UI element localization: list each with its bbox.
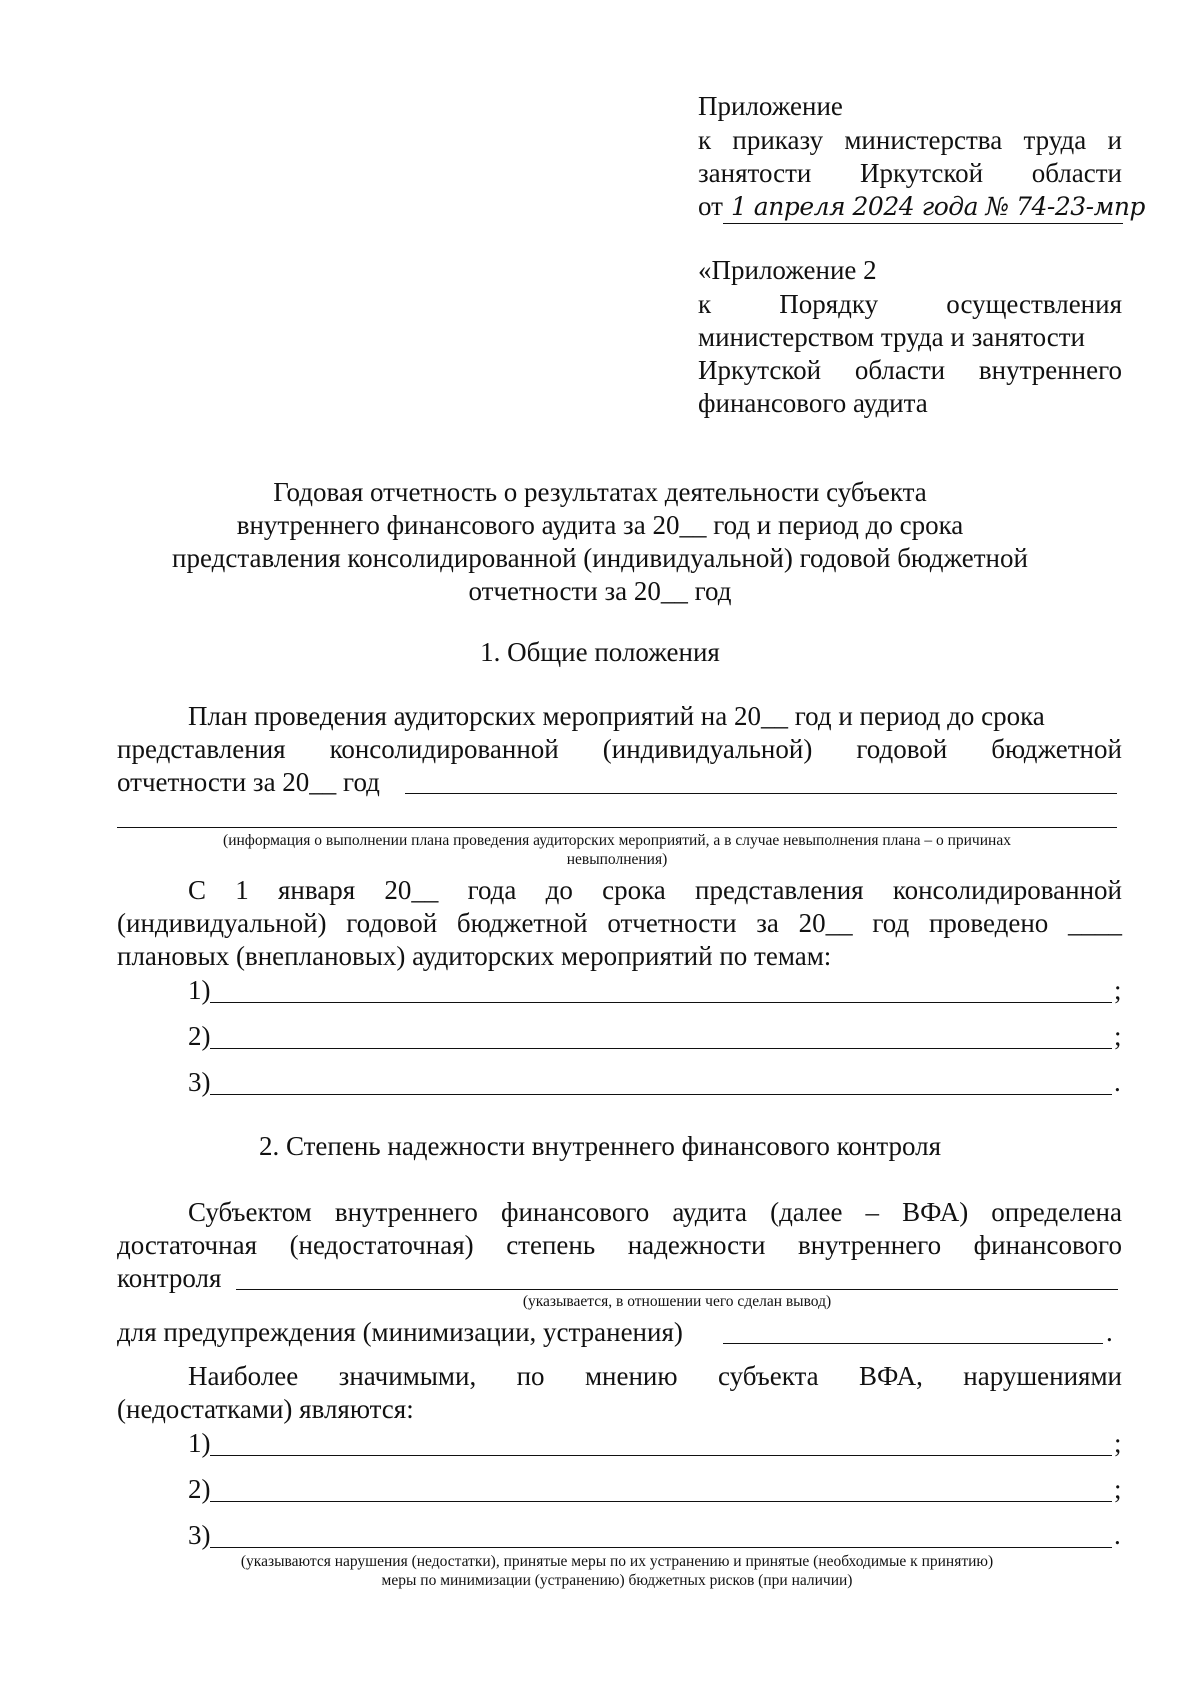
s1-para2-line2 <box>117 907 1122 940</box>
s2-para2-line2: (недостатками) являются: <box>117 1394 414 1424</box>
s2-item-3-end: . <box>1114 1520 1121 1550</box>
appendix2-line2 <box>698 288 1122 321</box>
word: проведено <box>928 908 1049 938</box>
control-conclusion-fill-line[interactable] <box>236 1289 1118 1290</box>
note-violations-line2: меры по минимизации (устранению) бюджетных рисков (при наличии) <box>381 1572 853 1589</box>
s2-item-1-fill-line[interactable] <box>210 1455 1112 1456</box>
s2-item-1-number: 1) <box>188 1428 211 1458</box>
appendix2-label: «Приложение 2 <box>698 255 877 285</box>
word: С <box>188 875 207 905</box>
word: Иркутской <box>860 158 984 188</box>
word: ВФА, <box>859 1361 923 1391</box>
s2-para2-line1 <box>188 1360 1122 1393</box>
word: января <box>277 875 356 905</box>
word: аудита <box>672 1197 748 1227</box>
word: осуществления <box>946 289 1122 319</box>
appendix-ministry-line <box>698 157 1122 190</box>
s1-item-2-fill-line[interactable] <box>210 1048 1112 1049</box>
appendix2-line4 <box>698 354 1122 387</box>
s1-item-2-number: 2) <box>188 1021 211 1051</box>
word: внутреннего <box>978 355 1122 385</box>
word: ВФА) <box>902 1197 969 1227</box>
word: к <box>698 289 712 319</box>
word: до <box>545 875 573 905</box>
s1-item-3-number: 3) <box>188 1067 211 1097</box>
word: Субъектом <box>188 1197 312 1227</box>
word: труда <box>1023 125 1087 155</box>
word: субъекта <box>717 1361 819 1391</box>
word: достаточная <box>117 1230 257 1260</box>
word: ____ <box>1068 908 1122 938</box>
s2-para1-line1 <box>188 1196 1122 1229</box>
doc-title-line4: отчетности за 20__ год <box>468 576 732 606</box>
plan-info-fill-line-2[interactable] <box>117 827 1117 828</box>
s1-item-1-number: 1) <box>188 975 211 1005</box>
order-date-handwritten: 1 апреля 2024 года № 74-23-мпр <box>723 190 1123 224</box>
doc-title-line3: представления консолидированной (индивидуальной) годовой бюджетной <box>172 543 1028 573</box>
word: нарушениями <box>963 1361 1122 1391</box>
plan-info-fill-line[interactable] <box>405 793 1117 794</box>
s2-item-2-fill-line[interactable] <box>210 1501 1112 1502</box>
note-violations-line1: (указываются нарушения (недостатки), принятые меры по их устранению и принятые (необходимые к принятию) <box>240 1553 994 1570</box>
appendix-order-line <box>698 124 1122 157</box>
s2-para1-line2 <box>117 1229 1122 1262</box>
s2-item-2-number: 2) <box>188 1474 211 1504</box>
word: бюджетной <box>456 908 588 938</box>
s1-para2-line3: плановых (внеплановых) аудиторских мероприятий по темам: <box>117 941 832 971</box>
appendix2-line3: министерством труда и занятости <box>698 322 1085 352</box>
s2-para1-line4-end: . <box>1106 1317 1113 1347</box>
word: области <box>854 355 946 385</box>
text: План проведения аудиторских мероприятий на 20__ год и период до срока <box>188 701 1045 731</box>
word: срока <box>602 875 666 905</box>
word: мнению <box>584 1361 678 1391</box>
s1-para1-line2 <box>117 733 1122 766</box>
word: надежности <box>627 1230 766 1260</box>
word: – <box>865 1197 880 1227</box>
word: отчетности <box>607 908 737 938</box>
word: Порядку <box>779 289 879 319</box>
s1-item-1-fill-line[interactable] <box>210 1002 1112 1003</box>
s1-para2-line1 <box>188 874 1122 907</box>
word: годовой <box>346 908 438 938</box>
s1-item-1-end: ; <box>1114 975 1122 1005</box>
word: занятости <box>698 158 812 188</box>
doc-title-line2: внутреннего финансового аудита за 20__ год и период до срока <box>236 510 964 540</box>
word: (индивидуальной) <box>117 908 327 938</box>
order-date-prefix: от <box>698 191 723 221</box>
word: год <box>872 908 910 938</box>
word: 20__ <box>384 875 439 905</box>
word: финансового <box>500 1197 650 1227</box>
word: (далее <box>770 1197 843 1227</box>
note-conclusion: (указывается, в отношении чего сделан вывод) <box>522 1293 832 1310</box>
section1-heading: 1. Общие положения <box>480 637 720 667</box>
s1-item-3-fill-line[interactable] <box>210 1094 1112 1095</box>
word: (недостаточная) <box>289 1230 474 1260</box>
s2-item-3-fill-line[interactable] <box>210 1547 1112 1548</box>
note-plan-info-line1: (информация о выполнении плана проведения аудиторских мероприятий, а в случае невыполнения плана – о причинах <box>223 832 1011 849</box>
word: степень <box>506 1230 596 1260</box>
order-date-line <box>698 190 1145 224</box>
s2-para1-line4: для предупреждения (минимизации, устранения) <box>117 1317 683 1347</box>
word: приказу <box>732 125 824 155</box>
word: годовой <box>856 734 948 764</box>
word: представления <box>117 734 286 764</box>
word: значимыми, <box>338 1361 477 1391</box>
word: года <box>467 875 517 905</box>
s1-para1-line1 <box>188 700 1122 733</box>
s1-item-2-end: ; <box>1114 1021 1122 1051</box>
appendix2-line5: финансового аудита <box>698 388 928 418</box>
word: 1 <box>235 875 249 905</box>
word: по <box>516 1361 545 1391</box>
word: министерства <box>844 125 1003 155</box>
word: консолидированной <box>892 875 1122 905</box>
doc-title-line1: Годовая отчетность о результатах деятельности субъекта <box>273 477 927 507</box>
s1-item-3-end: . <box>1114 1067 1121 1097</box>
word: за <box>756 908 779 938</box>
word: Наиболее <box>188 1361 299 1391</box>
word: финансового <box>973 1230 1122 1260</box>
word: (индивидуальной) <box>602 734 813 764</box>
word: к <box>698 125 712 155</box>
s2-item-3-number: 3) <box>188 1520 211 1550</box>
note-plan-info-line2: невыполнения) <box>566 851 668 868</box>
word: бюджетной <box>991 734 1122 764</box>
word: 20__ <box>798 908 853 938</box>
word: и <box>1107 125 1122 155</box>
s1-para1-line3: отчетности за 20__ год <box>117 767 380 797</box>
s2-item-2-end: ; <box>1114 1474 1122 1504</box>
word: представления <box>695 875 864 905</box>
word: внутреннего <box>797 1230 942 1260</box>
word: консолидированной <box>329 734 559 764</box>
word: области <box>1031 158 1122 188</box>
s2-item-1-end: ; <box>1114 1428 1122 1458</box>
s2-para1-line3: контроля <box>117 1263 222 1293</box>
prevention-fill-line[interactable] <box>723 1343 1103 1344</box>
word: внутреннего <box>334 1197 478 1227</box>
section2-heading: 2. Степень надежности внутреннего финансового контроля <box>258 1131 942 1161</box>
appendix-label: Приложение <box>698 91 843 121</box>
word: определена <box>991 1197 1122 1227</box>
word: Иркутской <box>698 355 822 385</box>
